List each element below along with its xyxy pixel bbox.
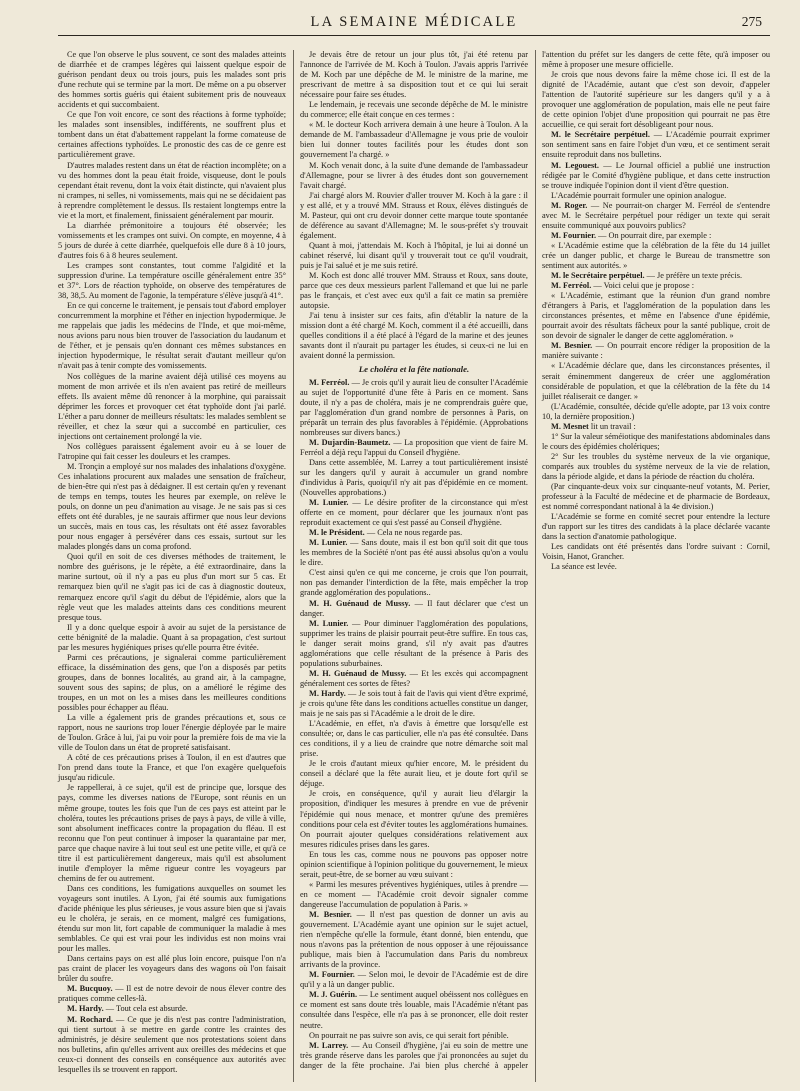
speaker-name: M. Larrey. xyxy=(309,1040,349,1050)
article-paragraph xyxy=(300,438,528,458)
speaker-name: M. H. Guénaud de Mussy. xyxy=(309,598,411,608)
speaker-name: M. le Président. xyxy=(309,528,365,538)
paragraph-text: Ce que l'on observe le plus souvent, ce sont des malades atteints de diarrhée et de crampes légères qui laissent quelque espoir de guérison pendant deux ou trois jours, puis les malades sont pris d'une rechute qui se termine par la mort. De même on a pu observer des hommes sortis guéris qui étaient subitement pris de nouveaux accidents et qui succombaient. xyxy=(58,50,286,110)
article-paragraph xyxy=(542,402,770,422)
paragraph-text: C'est ainsi qu'en ce qui me concerne, je crois que l'on pourrait, non pas demander l'interdiction de la fête, mais empêcher la trop grande agglomération des populations.. xyxy=(300,568,528,598)
paragraph-text: — Il est de notre devoir de nous élever contre des pratiques comme celles-là. xyxy=(58,984,286,1004)
speaker-name: M. Lunier. xyxy=(309,618,349,628)
page-title: LA SEMAINE MÉDICALE xyxy=(310,14,518,30)
article-paragraph xyxy=(542,281,770,291)
speaker-name: M. Fournier. xyxy=(309,970,355,980)
paragraph-text: — Je crois qu'il y aurait lieu de consulter l'Académie au sujet de l'opportunité d'une fête à Paris en ce moment. Sans doute, il n'y a pas de choléra, mais je ne comprendrais guère que, par l'agglomération d'un grand nombre de personnes à Paris, on préparât un terrain des plus favorables à l'épidémie. (Approbations nombreuses sur divers bancs.) xyxy=(300,377,528,437)
article-paragraph xyxy=(300,100,528,120)
paragraph-text: En tous les cas, comme nous ne pouvons pas opposer notre opinion scientifique à l'opinion politique du gouvernement, le mieux serait, peut-être, de se borner au vœu suivant : xyxy=(300,849,528,879)
header-rule xyxy=(58,35,770,36)
article-paragraph xyxy=(542,452,770,482)
paragraph-text: — Il faut déclarer que c'est un danger. xyxy=(300,598,528,618)
article-paragraph xyxy=(58,462,286,552)
paragraph-text: On pourrait ne pas suivre son avis, ce qui serait fort pénible. xyxy=(309,1030,509,1040)
article-paragraph xyxy=(300,880,528,910)
paragraph-text: (L'Académie, consultée, décide qu'elle adopte, par 13 voix contre 10, la dernière proposition.) xyxy=(542,401,770,421)
paragraph-text: (Par cinquante-deux voix sur cinquante-neuf votants, M. Perier, professeur à la Faculté de médecine et de pharmacie de Bordeaux, est nommé correspondant national à la 4e division.) xyxy=(542,482,770,512)
paragraph-text: Nos collègues paraissent également avoir eu à se louer de l'atropine qui fait cesser les douleurs et les crampes. xyxy=(58,441,286,461)
paragraph-text: — L'Académie pourrait exprimer son sentiment sans en faire l'objet d'un vœu, et ce sentiment serait ensuite reproduit dans nos bulletins. xyxy=(542,130,770,160)
speaker-name: M. Rochard. xyxy=(67,1014,113,1024)
paragraph-text: La séance est levée. xyxy=(551,562,617,572)
paragraph-text: J'ai tenu à insister sur ces faits, afin d'établir la nature de la mission dont a été chargé M. Koch, comment il a été accueilli, dans quelles conditions il a été placé à l'égard de la marine et des jeunes savants dont il n'aurait pu partager les études, si ceux-ci ne lui en avaient donné la permission. xyxy=(300,311,528,361)
article-paragraph xyxy=(300,850,528,880)
paragraph-text: Quoi qu'il en soit de ces diverses méthodes de traitement, le nombre des guérisons, je le répète, a été extraordinaire, dans la marine surtout, où il n'y a pas eu plus d'un mort sur 5 cas. Et remarquez bien qu'il ne s'agit pas ici de cas à diagnostic douteux, remarquez encore qu'il s'agit du début de l'épidémie, alors que la règle veut que les malades atteints dans ces conditions meurent presque tous. xyxy=(58,552,286,622)
paragraph-text: — On pourrait encore rédiger la proposition de la manière suivante : xyxy=(542,341,770,361)
article-paragraph xyxy=(542,70,770,130)
paragraph-text: Les crampes sont constantes, tout comme l'algidité et la suppression d'urine. La température oscille généralement entre 35° et 37°. Lors de réaction typhoïde, on observe des températures de 38, 38,5. Au moment de l'agonie, la température s'élève jusqu'à 41°. xyxy=(58,260,286,301)
article-paragraph xyxy=(300,970,528,990)
speaker-name: M. H. Guénaud de Mussy. xyxy=(309,668,407,678)
paragraph-text: Dans ces conditions, les fumigations auxquelles on soumet les voyageurs sont inutiles. A Lyon, j'ai été soumis aux fumigations d'acide phénique les plus sérieuses, je vous assure bien que si j'avais eu le choléra, je serais, en ce moment, malgré ces fumigations, étendu sur mon lit, fort capable de communiquer la maladie à mes semblables. Ce qui est vrai pour les individus est non moins vrai pour les malles. xyxy=(58,883,286,954)
article-paragraph xyxy=(300,990,528,1030)
speaker-name: M. Lunier. xyxy=(309,538,348,548)
paragraph-text: Quant à moi, j'attendais M. Koch à l'hôpital, je lui ai donné un cabinet réservé, lui disant qu'il y trouverait tout ce qu'il voudrait, puis je l'ai salué et je me suis retiré. xyxy=(300,240,528,270)
paragraph-text: L'Académie se forme en comité secret pour entendre la lecture d'un rapport sur les titres des candidats à la place déclarée vacante dans la section d'anatomie pathologique. xyxy=(542,512,770,542)
article-paragraph xyxy=(542,271,770,281)
paragraph-text: — Voici celui que je propose : xyxy=(591,281,695,291)
paragraph-text: A côté de ces précautions prises à Toulon, il en est d'autres que l'on prend dans toute la France, et que l'on exagère quelquefois jusqu'au ridicule. xyxy=(58,753,286,783)
paragraph-text: D'autres malades restent dans un état de réaction incomplète; on a vu des hommes dont la peau était froide, visqueuse, dont le pouls cependant était revenu, dont la voix était distincte, qui n'avaient plus ni crampes, ni selles, ni vomissements, mais qui ne se décidaient pas à reprendre complètement le dessus. Ils restaient longtemps entre la vie et la mort, et finalement, finissaient généralement par mourir. xyxy=(58,160,286,220)
article-paragraph xyxy=(300,669,528,689)
article-paragraph xyxy=(58,372,286,442)
article-paragraph xyxy=(300,50,528,100)
article-paragraph xyxy=(58,1004,286,1014)
speaker-name: M. Hardy. xyxy=(309,688,346,698)
article-paragraph xyxy=(58,623,286,653)
paragraph-text: « M. le docteur Koch arrivera demain à une heure à Toulon. A la demande de M. l'ambassadeur d'Allemagne je vous prie de vouloir bien lui donner toutes facilités pour les études dont son gouvernement l'a chargé. » xyxy=(300,120,528,160)
speaker-name: M. Hardy. xyxy=(67,1004,104,1014)
paragraph-text: — Tout cela est absurde. xyxy=(103,1004,188,1014)
article-paragraph xyxy=(542,361,770,401)
article-paragraph xyxy=(300,759,528,789)
speaker-name: M. J. Guérin. xyxy=(309,990,358,1000)
paragraph-text: « L'Académie estime que la célébration de la fête du 14 juillet crée un danger public, et charge le Bureau de transmettre son sentiment aux autorités. » xyxy=(542,240,770,270)
paragraph-text: Je crois que nous devons faire la même chose ici. Il est de la dignité de l'Académie, autant que c'est son devoir, d'appeler l'attention de l'autorité supérieure sur les dangers qu'il y a à provoquer une agglomération de population, mais elle ne peut faire de cette opinion l'objet d'une proposition qui pourrait ne pas être accueillie, ce qui serait fort désobligeant pour nous. xyxy=(542,70,770,130)
speaker-name: M. Lunier. xyxy=(309,498,349,508)
article-paragraph xyxy=(300,1031,528,1041)
article-paragraph xyxy=(542,231,770,241)
speaker-name: M. Fournier. xyxy=(551,230,597,240)
paragraph-text: Nos collègues de la marine avaient déjà utilisé ces moyens au moment de mon arrivée et ils n'en avaient pas retiré de meilleurs effets. Ils avaient même dû renoncer à la morphine, qui paraissait déprimer les forces et provoquer cet état typhoïde dont j'ai parlé. L'éther a paru donner de meilleurs résultats: les malades semblent se réveiller, et chez la sœur qui a succombé en particulier, ces injections ont certainement prolongé la vie. xyxy=(58,371,286,441)
paragraph-text: Le lendemain, je recevais une seconde dépêche de M. le ministre du commerce; elle était conçue en ces termes : xyxy=(300,100,528,120)
paragraph-text: Je rappellerai, à ce sujet, qu'il est de principe que, lorsque des pays, comme les diverses nations de l'Europe, sont réunis en un même groupe, toutes les fois que l'un de ces pays est atteint par le choléra, toutes les précautions prises de pays à pays, de ville à ville, sont absolument inefficaces contre la propagation du fléau. Il est reconnu que l'on peut continuer à imposer la quarantaine par mer, parce que chaque navire à lui tout seul est une petite ville, et qu'à ce titre il est particulièrement dangereux, mais qu'il est absolument inutile d'employer la même rigueur contre les voyageurs par chemins de fer ou autrement. xyxy=(58,783,286,883)
paragraph-text: Je crois, en conséquence, qu'il y aurait lieu d'élargir la proposition, d'indiquer les mesures à prendre en vue de prévenir l'épidémie qui nous menace, et montrer qu'une des premières conditions pour cela est d'éviter toutes les agglomérations humaines. On pourrait ajouter quelques considérations relativement aux mesures ridicules prises dans les gares. xyxy=(300,789,528,849)
article-paragraph xyxy=(542,191,770,201)
article-paragraph xyxy=(58,984,286,1004)
article-paragraph xyxy=(542,241,770,271)
paragraph-text: Dans cette assemblée, M. Larrey a tout particulièrement insisté sur les dangers qu'il y aurait à accumuler un grand nombre d'individus à Paris, quoiqu'il n'y ait pas d'épidémie en ce moment. (Nouvelles approbations.) xyxy=(300,457,528,498)
article-paragraph xyxy=(58,301,286,371)
paragraph-text: L'Académie pourrait formuler une opinion analogue. xyxy=(551,190,727,200)
paragraph-text: — Le sentiment auquel obéissent nos collègues en ce moment est sans doute très louable, mais l'Académie n'étant pas consultée dans l'espèce, elle n'a pas à se prononcer, elle doit rester neutre. xyxy=(300,990,528,1030)
paragraph-text: — Le désire profiter de la circonstance qui m'est offerte en ce moment, pour déclarer que les journaux n'ont pas reproduit exactement ce qui s'est passé au Conseil d'hygiène. xyxy=(300,498,528,528)
paragraph-text: — Ce que je dis n'est pas contre l'administration, qui tient surtout à se mettre en garde contre les craintes des administrés, je désire seulement que nos protestations soient dans nos bulletins, afin qu'elles arrivent aux oreilles des médecins et que ceux-ci donnent des conseils en conséquence aux autorités avec lesquelles ils se trouvent en rapport. xyxy=(58,1014,286,1074)
article-paragraph xyxy=(300,271,528,311)
paragraph-text: Les candidats ont été présentés dans l'ordre suivant : Cornil, Voisin, Hanot, Grancher. xyxy=(542,542,770,562)
article-paragraph xyxy=(542,422,770,432)
speaker-name: M. Legouest. xyxy=(551,160,600,170)
page-number: 275 xyxy=(741,14,762,29)
article-paragraph xyxy=(300,910,528,970)
article-paragraph xyxy=(542,130,770,160)
paragraph-text: « L'Académie, estimant que la réunion d'un grand nombre d'étrangers à Paris, et l'agglomération de la population dans les circonstances présentes, et même en l'absence d'une épidémie, pourrait avoir des résultats fâcheux pour la santé publique, croit de son devoir de signaler le danger de cette agglomération. » xyxy=(542,291,770,341)
article-paragraph xyxy=(58,161,286,221)
article-paragraph xyxy=(58,552,286,622)
paragraph-text: M. Koch venait donc, à la suite d'une demande de l'ambassadeur d'Allemagne, pour se livrer à des études dont son gouvernement l'avait chargé. xyxy=(300,160,528,190)
speaker-name: M. Ferréol. xyxy=(309,377,350,387)
article-paragraph xyxy=(58,884,286,954)
paragraph-text: Ce que l'on voit encore, ce sont des réactions à forme typhoïde; les malades sont insensibles, indifférents, ne souffrent plus et tombent dans un état d'abattement rappelant la forme comateuse de certaines affections typhoïdes. Le pronostic des cas de ce genre est particulièrement grave. xyxy=(58,110,286,160)
article-paragraph xyxy=(58,1015,286,1075)
article-paragraph xyxy=(58,261,286,301)
paragraph-text: En ce qui concerne le traitement, je pensais tout d'abord employer concurremment la morphine et l'éther en injection hypodermique. Je me rappelais que jadis les médecins de l'Inde, et que moi-même, nous avions paru nous bien trouver de l'association du laudanum et de l'éther, et je pensais qu'en donnant ces mêmes substances en injection hypodermique, le résultat serait d'autant meilleur qu'on n'avait pas à tenir compte des vomissements. xyxy=(58,301,286,371)
paragraph-text: La ville a également pris de grandes précautions et, sous ce rapport, nous ne saurions trop louer l'énergie déployée par le maire de Toulon. Grâce à lui, j'ai pu voir pour la première fois de ma vie la ville de Toulon dans un état de propreté satisfaisant. xyxy=(58,713,286,753)
paragraph-text: « Parmi les mesures préventives hygiéniques, utiles à prendre — en ce moment — l'Académie croit devoir signaler comme dangereuse l'accumulation de population à Paris. » xyxy=(300,879,528,909)
paragraph-text: Il y a donc quelque espoir à avoir au sujet de la persistance de cette bénignité de la maladie. Quant à sa propagation, c'est surtout par les mesures hygiéniques prises qu'elle pourra être évitée. xyxy=(58,622,286,652)
paragraph-text: Dans certains pays on est allé plus loin encore, puisque l'on n'a pas craint de placer les voyageurs dans des wagons où l'on faisait brûler du soufre. xyxy=(58,954,286,984)
article-paragraph xyxy=(300,568,528,598)
paragraph-text: Je devais être de retour un jour plus tôt, j'ai été retenu par l'annonce de l'arrivée de M. Koch à Toulon. J'avais appris l'arrivée de M. Koch par une dépêche de M. le ministre de la marine, me prescrivant de mettre à sa disposition tout et ce qui lui serait nécessaire pour faire ses études. xyxy=(300,50,528,100)
article-paragraph xyxy=(58,653,286,713)
article-paragraph xyxy=(542,432,770,452)
article-paragraph xyxy=(300,311,528,361)
paragraph-text: — Et les excès qui accompagnent généralement ces sortes de fêtes? xyxy=(300,668,529,688)
paragraph-text: L'Académie, en effet, n'a d'avis à émettre que lorsqu'elle est consultée; or, dans le cas particulier, elle n'a pas été consultée. Dans ces conditions, il y a lieu de craindre que notre démarche soit mal prise. xyxy=(300,719,528,759)
speaker-name: M. Mesnet xyxy=(551,421,589,431)
article-paragraph xyxy=(300,619,528,669)
article-paragraph xyxy=(300,378,528,438)
article-paragraph xyxy=(542,161,770,191)
paragraph-text: — Ne pourrait-on charger M. Ferréol de s'entendre avec M. le Secrétaire perpétuel pour rédiger un texte qui serait ensuite communiqué aux pouvoirs publics? xyxy=(542,200,770,230)
article-paragraph xyxy=(300,599,528,619)
paragraph-text: — Au Conseil d'hygiène, j'ai eu soin de mettre une très grande réserve dans les paroles que j'ai prononcées au sujet du danger de la fête prochaine. J'ai bien plus cherché à appeler l'attention du préfet sur les dangers de cette fête, qu'à imposer ou même à proposer une mesure officielle. xyxy=(300,50,770,1070)
paragraph-text: 1° Sur la valeur séméiotique des manifestations abdominales dans le cours des épidémies cholériques; xyxy=(542,431,770,451)
paragraph-text: — La proposition que vient de faire M. Ferréol a déjà reçu l'appui du Conseil d'hygiène. xyxy=(300,437,528,457)
speaker-name: M. le Secrétaire perpétuel. xyxy=(551,271,645,281)
paragraph-text: M. Koch est donc allé trouver MM. Strauss et Roux, sans doute, parce que ces deux messieurs parlent l'allemand et que lui ne parle pas le français, et c'est avec eux qu'il a fait ce matin sa première autopsie. xyxy=(300,271,528,311)
section-heading: Le choléra et la fête nationale. xyxy=(358,364,470,375)
article-paragraph xyxy=(300,191,528,241)
paragraph-text: — Je préfère un texte précis. xyxy=(644,271,743,281)
article-paragraph xyxy=(300,528,528,538)
article-paragraph xyxy=(542,291,770,341)
article-paragraph xyxy=(300,719,528,759)
article-paragraph xyxy=(300,538,528,568)
paragraph-text: « L'Académie déclare que, dans les circonstances présentes, il serait éminemment dangereux de créer une agglomération considérable de population, et que la célébration de la fête du 14 juillet réaliserait ce danger. » xyxy=(542,361,770,401)
speaker-name: M. Bucquoy. xyxy=(67,984,113,994)
paragraph-text: — Sans doute, mais il est bon qu'il soit dit que tous les membres de la Société n'ont pas été aussi absolus qu'on a voulu le dire. xyxy=(300,538,528,568)
article-paragraph xyxy=(58,954,286,984)
paragraph-text: — Il n'est pas question de donner un avis au gouvernement. L'Académie ayant une opinion sur le sujet actuel, rien n'empêche qu'elle la formule, étant donné, bien entendu, que nous n'avons pas la prétention de nous opposer à une réjouissance publique, mais bien à l'accumulation dans Paris du nombreux arrivants de la province. xyxy=(300,909,528,970)
article-paragraph xyxy=(58,110,286,160)
article-paragraph xyxy=(542,562,770,572)
article-paragraph xyxy=(542,341,770,361)
article-paragraph xyxy=(542,482,770,512)
article-columns xyxy=(58,50,770,1082)
article-paragraph xyxy=(542,512,770,542)
paragraph-text: M. Tronçin a employé sur nos malades des inhalations d'oxygène. Ces inhalations procurent aux malades une sensation de fraîcheur, de bien-être qui n'est pas à dédaigner. Il est certain qu'en y revenant de temps en temps, toutes les heures par exemple, on relève le pouls, on donne un peu d'animation au visage. Je ne sais pas si ces effets ont été durables, je ne saurais affirmer que nous leur devions un succès, mais en tous cas, les résultats ont été assez favorables pour nous engager à persévérer dans ces essais, surtout sur les malades plongés dans un coma profond. xyxy=(58,461,286,552)
article-paragraph xyxy=(300,498,528,528)
article-paragraph xyxy=(300,241,528,271)
paragraph-text: — Pour diminuer l'agglomération des populations, supprimer les trains de plaisir pourrait peut-être suffire. En tous cas, le danger serait moins grand, s'il n'y avait pas d'autres agglomérations que celle résultant de la présence à Paris des populations suburbaines. xyxy=(300,618,528,668)
article-paragraph xyxy=(300,120,528,160)
speaker-name: M. Roger. xyxy=(551,200,588,210)
article-paragraph xyxy=(542,542,770,562)
paragraph-text: — Cela ne nous regarde pas. xyxy=(364,528,463,538)
article-paragraph xyxy=(542,201,770,231)
article-paragraph xyxy=(300,789,528,849)
article-paragraph xyxy=(58,753,286,783)
article-paragraph xyxy=(58,783,286,883)
page-header xyxy=(58,10,770,36)
article-paragraph xyxy=(300,458,528,498)
paragraph-text: lit un travail : xyxy=(588,421,636,431)
article-paragraph xyxy=(300,689,528,719)
speaker-name: M. Dujardin-Baumetz. xyxy=(309,437,391,447)
article-paragraph xyxy=(58,221,286,261)
speaker-name: M. Besnier. xyxy=(551,341,593,351)
paragraph-text: J'ai chargé alors M. Rouvier d'aller trouver M. Koch à la gare : il y est allé, et y a trouvé MM. Strauss et Roux, élèves distingués de M. Pasteur, qui ont cru devoir donner cette marque toute spontanée de déférence au savant d'Allemagne; M. le sous-préfet s'y trouvait également. xyxy=(300,190,528,240)
speaker-name: M. le Secrétaire perpétuel. xyxy=(551,130,650,140)
speaker-name: M. Ferréol. xyxy=(551,281,592,291)
paragraph-text: — Selon moi, le devoir de l'Académie est de dire qu'il y a là un danger public. xyxy=(300,970,528,990)
paragraph-text: Parmi ces précautions, je signalerai comme particulièrement efficace, la dissémination des gens, que l'on a disposés par petits groupes, dans de bonnes localités, au grand air, à la campagne, souvent sous des sapins; de plus, on a amélioré le régime des troupes, en un mot on les a mises dans les meilleures conditions possibles pour échapper au fléau. xyxy=(58,652,286,713)
paragraph-text: — Le Journal officiel a publié une instruction rédigée par le Comité d'hygiène publique, et dans cette instruction se trouve indiquée l'opinion dont il vient d'être question. xyxy=(542,160,770,190)
article-paragraph xyxy=(58,713,286,753)
paragraph-text: 2° Sur les troubles du système nerveux de la vie organique, comparés aux troubles du système nerveux de la vie de relation, dans la période algide, et dans la période de réaction du choléra. xyxy=(542,451,770,481)
paragraph-text: La diarrhée prémonitoire a toujours été observée; les vomissements et les crampes ont suivi. On compte, en moyenne, 4 à 5 jours de durée à cette diarrhée, quelquefois elle dure 8 à 10 jours, d'autres fois 6 à 8 heures seulement. xyxy=(58,220,286,260)
speaker-name: M. Besnier. xyxy=(309,909,352,919)
article-paragraph xyxy=(300,161,528,191)
paragraph-text: Je le crois d'autant mieux qu'hier encore, M. le président du conseil a déclaré que la fête aurait lieu, et je doute fort qu'il se déjuge. xyxy=(300,759,528,789)
paragraph-text: — On pourrait dire, par exemple : xyxy=(596,230,712,240)
article-paragraph xyxy=(58,442,286,462)
article-paragraph xyxy=(58,50,286,110)
paragraph-text: — Je sois tout à fait de l'avis qui vient d'être exprimé, je crois qu'une fête dans les conditions actuelles constitue un danger, mais je ne sais pas si l'Académie a le droit de le dire. xyxy=(300,688,528,719)
